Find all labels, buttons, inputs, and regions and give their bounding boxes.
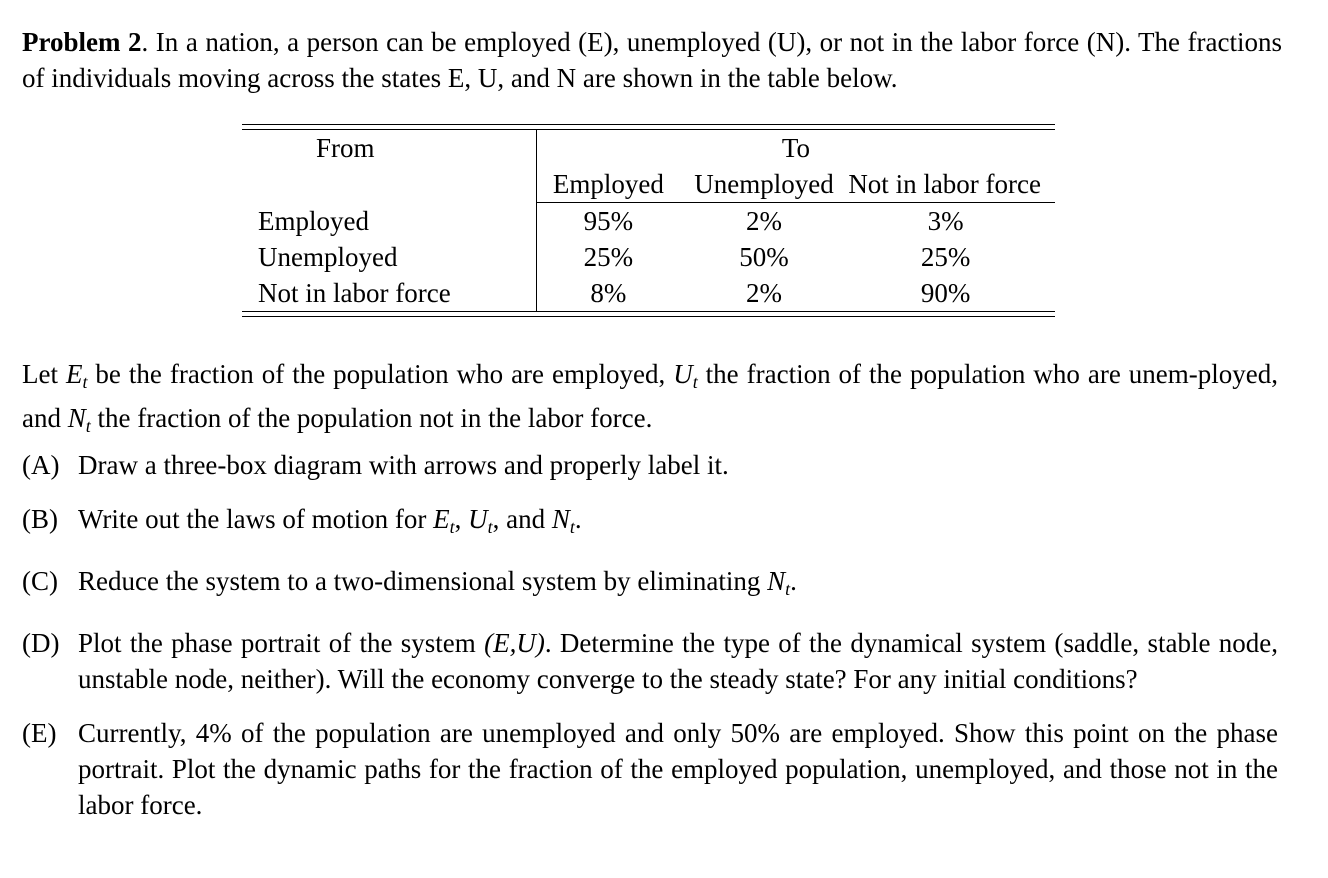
row-label: Employed bbox=[242, 203, 536, 240]
table-cell: 25% bbox=[583, 242, 634, 272]
column-header-unemployed: Unemployed bbox=[680, 166, 849, 203]
row-label: Unemployed bbox=[242, 239, 536, 275]
problem-intro-text: . In a nation, a person can be employed (E), unemployed (U), or not in the labor force (N). The fractions of individuals moving across the states E, U, and N are shown in the table below. bbox=[22, 27, 1282, 93]
table-cell: 8% bbox=[590, 278, 627, 308]
question-label: (D) bbox=[22, 628, 60, 658]
table-cell: 95% bbox=[583, 206, 634, 236]
question-text: Draw a three-box diagram with arrows and properly label it. bbox=[78, 450, 729, 480]
problem-intro bbox=[22, 24, 1282, 96]
question-text: Reduce the system to a two-dimensional system by eliminating $N_t$. bbox=[78, 566, 797, 599]
question-list bbox=[22, 447, 1278, 841]
column-header-not-in-labor-force: Not in labor force bbox=[848, 166, 1055, 203]
table-cell: 2% bbox=[746, 278, 783, 308]
question-label: (B) bbox=[22, 504, 58, 534]
question-label: (A) bbox=[22, 450, 60, 480]
table-cell: 50% bbox=[739, 242, 789, 272]
table-bottom-rule bbox=[242, 311, 1055, 317]
row-label: Not in labor force bbox=[242, 275, 536, 311]
question-item bbox=[22, 625, 1278, 697]
table-cell: 25% bbox=[920, 242, 971, 272]
question-item bbox=[22, 563, 1278, 607]
question-text: Currently, 4% of the population are unemployed and only 50% are employed. Show this point on the phase portrait. Plot the dynamic paths for the fraction of the employed population, unemployed, and those not in the labor force. bbox=[78, 718, 1278, 820]
question-item bbox=[22, 501, 1278, 545]
problem-title: Problem 2 bbox=[22, 27, 142, 57]
question-item bbox=[22, 447, 1278, 483]
table-row bbox=[242, 203, 1055, 240]
table-cell: 3% bbox=[927, 206, 964, 236]
question-label: (C) bbox=[22, 566, 58, 596]
question-text: Plot the phase portrait of the system (E,U). Determine the type of the dynamical system (saddle, stable node, unstable node, neither). Will the economy converge to the steady state? For any initial conditions? bbox=[78, 628, 1278, 694]
from-header: From bbox=[242, 130, 536, 166]
table-row bbox=[242, 239, 1055, 275]
transition-table bbox=[242, 124, 1055, 317]
table-cell: 2% bbox=[746, 206, 783, 236]
table-column-header-row bbox=[242, 166, 1055, 203]
question-text: Write out the laws of motion for $E_t$, $U_t$, and $N_t$. bbox=[78, 504, 582, 537]
table-header-row bbox=[242, 130, 1055, 166]
question-label: (E) bbox=[22, 718, 57, 748]
table-row bbox=[242, 275, 1055, 311]
question-item bbox=[22, 715, 1278, 823]
column-header-employed: Employed bbox=[536, 166, 679, 203]
to-header: To bbox=[781, 133, 811, 163]
table-cell: 90% bbox=[920, 278, 971, 308]
definition-paragraph: Let $E_t$ be the fraction of the population who are employed, $U_t$ the fraction of the population who are unem-ployed, and $N_t$ the fraction of the population not in the labor force. bbox=[22, 359, 1278, 436]
